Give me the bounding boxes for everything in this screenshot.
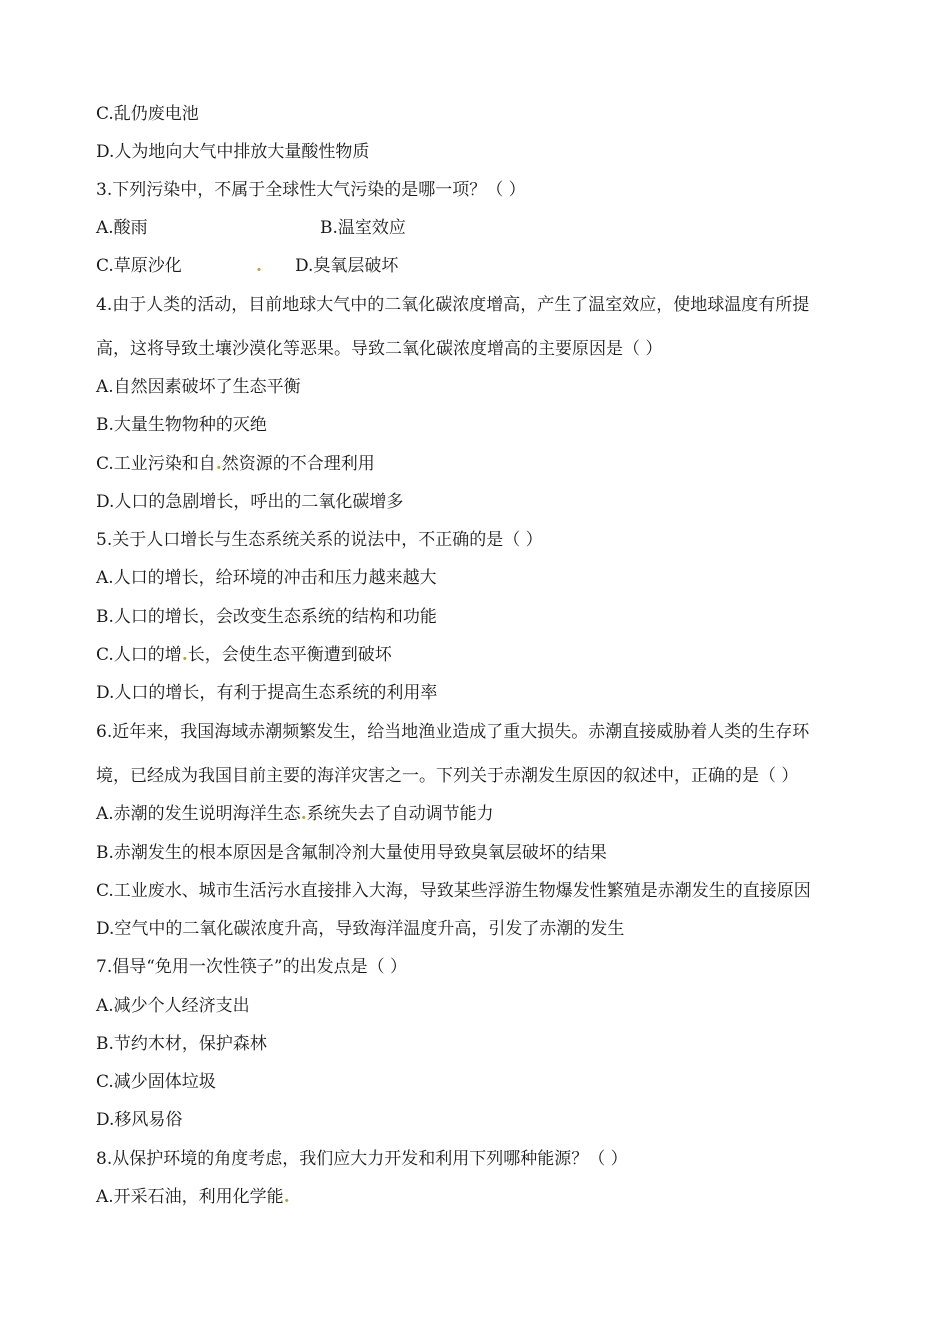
q3-options-row-1 [96, 217, 406, 239]
q3-option-a: A.酸雨 [96, 218, 148, 238]
q6-option-b: B.赤潮发生的根本原因是含氟制冷剂大量使用导致臭氧层破坏的结果 [96, 843, 607, 863]
option-c-q2: C.乱仍废电池 [96, 104, 199, 124]
q3-option-d: D.臭氧层破坏 [295, 256, 399, 276]
q7-option-c: C.减少固体垃圾 [96, 1072, 216, 1092]
stray-dot-mark: . [283, 1187, 290, 1207]
q5-option-c-part-2: 长，会使生态平衡遭到破坏 [187, 645, 392, 665]
q7-option-a: A.减少个人经济支出 [96, 996, 250, 1016]
q4-option-c-part-2: 然资源的不合理利用 [221, 454, 375, 474]
q5-option-d: D.人口的增长，有利于提高生态系统的利用率 [96, 683, 438, 703]
q5-option-a: A.人口的增长，给环境的冲击和压力越来越大 [96, 568, 437, 588]
question-6-line-2: 境，已经成为我国目前主要的海洋灾害之一。下列关于赤潮发生原因的叙述中，正确的是（ ） [96, 766, 799, 786]
q5-option-b: B.人口的增长，会改变生态系统的结构和功能 [96, 607, 437, 627]
q8-option-a [96, 1186, 290, 1208]
q7-option-b: B.节约木材，保护森林 [96, 1034, 267, 1054]
question-4-line-2: 高，这将导致土壤沙漠化等恶果。导致二氧化碳浓度增高的主要原因是（ ） [96, 339, 663, 359]
question-3: 3.下列污染中，不属于全球性大气污染的是哪一项？（ ） [96, 180, 526, 200]
stray-dot-mark: . [256, 256, 262, 276]
q6-option-a [96, 803, 494, 825]
question-8: 8.从保护环境的角度考虑，我们应大力开发和利用下列哪种能源？（ ） [96, 1149, 628, 1169]
option-d-q2: D.人为地向大气中排放大量酸性物质 [96, 142, 370, 162]
stray-dot-mark: . [300, 804, 307, 824]
q4-option-c [96, 453, 375, 475]
q6-option-a-part-1: A.赤潮的发生说明海洋生态 [96, 804, 301, 824]
q6-option-c: C.工业废水、城市生活污水直接排入大海，导致某些浮游生物爆发性繁殖是赤潮发生的直接原因 [96, 881, 811, 901]
q6-option-a-part-2: 系统失去了自动调节能力 [306, 804, 494, 824]
question-5: 5.关于人口增长与生态系统关系的说法中，不正确的是（ ） [96, 530, 543, 550]
q4-option-d: D.人口的急剧增长，呼出的二氧化碳增多 [96, 492, 404, 512]
q3-option-c: C.草原沙化 [96, 256, 182, 276]
stray-dot-mark: . [181, 645, 188, 665]
q8-option-a-text: A.开采石油，利用化学能 [96, 1187, 284, 1207]
question-7: 7.倡导“免用一次性筷子”的出发点是（ ） [96, 957, 408, 977]
question-4-line-1: 4.由于人类的活动，目前地球大气中的二氧化碳浓度增高，产生了温室效应，使地球温度有所提 [96, 295, 810, 315]
q5-option-c-part-1: C.人口的增 [96, 645, 182, 665]
q3-option-b: B.温室效应 [320, 218, 406, 238]
stray-dot-mark: . [215, 454, 222, 474]
question-6-line-1: 6.近年来，我国海域赤潮频繁发生，给当地渔业造成了重大损失。赤潮直接威胁着人类的生存环 [96, 722, 810, 742]
q4-option-b: B.大量生物物种的灭绝 [96, 415, 267, 435]
q4-option-a: A.自然因素破坏了生态平衡 [96, 377, 301, 397]
q5-option-c [96, 644, 392, 666]
q7-option-d: D.移风易俗 [96, 1110, 183, 1130]
q6-option-d: D.空气中的二氧化碳浓度升高，导致海洋温度升高，引发了赤潮的发生 [96, 919, 625, 939]
q4-option-c-part-1: C.工业污染和自 [96, 454, 216, 474]
q3-options-row-2 [96, 255, 399, 277]
